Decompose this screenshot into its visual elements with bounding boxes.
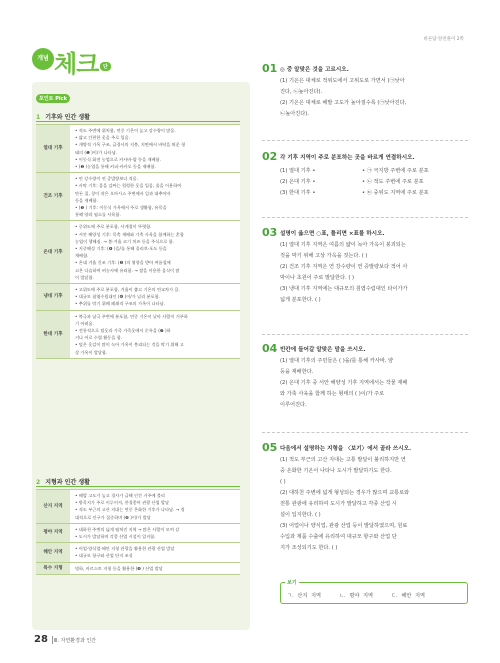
text-line: (3) 냉대 기후 지역에는 대규모의 침엽수림대인 타이가가 [280, 286, 408, 292]
text-line: ㉡높아진다). [280, 111, 309, 117]
table-row [36, 562, 240, 574]
row-line: • 북극과 남극 주변에 분포함, 연중 기온이 낮아 사람이 거주하 [75, 313, 188, 319]
row-line: • (❷ )농업을 통해 커피·카카오 등을 재배함. [75, 164, 156, 170]
text-line: (2) 온대 기후 중 서안 해양성 기후 지역에서는 작물 재배 [280, 380, 408, 386]
row-line: • 연 강수량이 연 증발량보다 적음. [75, 176, 139, 182]
text-line: (2) 대하천 주변에 넓게 형성되는 경우가 많으며 교통로와 [280, 490, 410, 496]
row-line: • 전통적으로 털옷과 가죽 가죽옷에서 순록을 (❼ )하 [75, 328, 171, 334]
question-text: 각 기후 지역이 주로 분포하는 곳을 바르게 연결하시오. [280, 155, 415, 161]
question-number: 02 [262, 150, 278, 163]
choices-list [287, 592, 443, 599]
row-line: 태의 (❶ )이/가 나타남. [75, 149, 118, 155]
row-line: • 대규모 침엽수림대인 (❻ )이/가 널리 분포함. [75, 294, 160, 300]
row-label: 특수 지형 [36, 562, 70, 574]
text-line: (1) 열대 기후의 주민들은 ( )을/를 통해 카사바, 얌 [280, 358, 394, 364]
header [0, 0, 500, 30]
text-line: (2) 건조 기후 지역은 연 강수량이 연 증발량보다 적어 사 [280, 264, 408, 270]
row-label: 열대 기후 [36, 125, 70, 173]
row-line: • 온대 겨울 건조 기후: (❺ )의 영향을 받아 여름철에 [75, 260, 171, 266]
row-line: • 해발 고도가 높고 경사가 급해 인간 거주에 불리 [75, 493, 165, 498]
choice-item: ㄱ. 산지 지역 [287, 593, 322, 599]
row-label: 온대 기후 [36, 221, 70, 284]
row-line: • 중위도에 주로 분포함, 사계절이 뚜렷함. [75, 224, 152, 230]
choice-item: ㄴ. 평야 지역 [339, 593, 374, 599]
question-text: 다음에서 설명하는 지형을 〈보기〉에서 골라 쓰시오. [280, 446, 412, 452]
text-line: • ㉡ 적도 주변에 주로 분포 [362, 179, 424, 185]
question-number: 05 [262, 441, 278, 454]
row-line: 상 가옥이 발달함. [75, 349, 108, 355]
row-line: 대적으로 인구가 집중하며 (❽ )이/가 발달 [75, 514, 151, 520]
row-content [70, 490, 240, 524]
row-line: • 추위를 막기 위해 폐쇄적 구조의 가옥이 나타남. [75, 301, 165, 307]
question-number: 03 [262, 226, 278, 239]
question-text: 설명이 옳으면 ○표, 틀리면 ×표를 하시오. [280, 231, 385, 237]
text-line: 지가 조성되기도 한다. ( ) [280, 545, 338, 551]
text-line: 막이나 초원이 주로 발달한다. ( ) [280, 275, 355, 281]
text-line: • ㉠ 극지방 주변에 주로 분포 [362, 168, 429, 174]
row-line: 고온 다습하여 벼농사에 유리함. → 쌀을 이용한 음식이 많 [75, 267, 180, 273]
table-row [36, 284, 240, 311]
text-line: (2) 온대 기후 • [280, 179, 316, 185]
table-row [36, 543, 240, 562]
divider [262, 334, 468, 335]
footer-divider [52, 636, 53, 644]
row-label: 해안 지역 [36, 543, 70, 562]
chapter-title: Ⅲ. 자연환경과 인간 [54, 638, 97, 644]
text-line: 중 온화한 기온이 나타나 도시가 발달하기도 한다. [280, 468, 392, 474]
section2-title: 2 지형과 인간 생활 [36, 479, 90, 486]
text-line: • ㉢ 중위도 지역에 주로 분포 [362, 190, 429, 196]
row-line: 빙하, 카르스트 지형 등을 활용한 (❾ ) 산업 발달 [75, 565, 163, 571]
row-content [70, 284, 240, 311]
question-number: 01 [262, 62, 278, 75]
question-text: ◎ 중 알맞은 것을 고르시오. [280, 67, 349, 73]
choices-label: 보기 [287, 580, 297, 586]
section2-divider [36, 486, 240, 487]
climate-table [36, 124, 240, 359]
row-label: 산지 지역 [36, 490, 70, 524]
text-line: 넓게 분포한다. ( ) [280, 297, 321, 303]
answer-reference: 바른답·알찬풀이 2쪽 [423, 37, 464, 42]
row-line: • 사막 기후: 몸을 감싸는 헐렁한 옷을 입음, 흙을 이용하여 [75, 183, 182, 189]
row-line: • 이동식 화전 농업으로 카사바·얌 등을 재배함. [75, 156, 161, 162]
table-row [36, 173, 240, 221]
text-line: 설이 입지한다. ( ) [280, 512, 321, 518]
text-line: 이루어진다. [280, 402, 307, 408]
row-label: 평야 지역 [36, 523, 70, 542]
choice-item: ㄷ. 해안 지역 [391, 593, 426, 599]
row-line: 통해 양과 염소를 사육함. [75, 212, 121, 218]
text-line: (2) 기온은 대체로 해발 고도가 높아질수록 (㉠낮아진다, [280, 100, 407, 106]
row-label: 한대 기후 [36, 310, 70, 358]
row-content [70, 310, 240, 358]
text-line: 등을 재배한다. [280, 369, 314, 375]
concept-badge: 개념 [32, 48, 54, 70]
choices-box [280, 582, 468, 604]
row-line: • 어업·양식업·해안 지형 관광을 활용한 관광 산업 발달 [75, 546, 175, 552]
page-number: 28 [34, 634, 48, 645]
table-row [36, 125, 240, 173]
divider [262, 140, 468, 141]
page-title: 체크 [54, 50, 99, 78]
row-line: 거나 어로 수렵 활동을 함. [75, 335, 123, 341]
text-line: (1) 적도 부근의 고산 지대는 고통 발달이 불리하지만 연 [280, 457, 406, 463]
question-body [280, 356, 470, 411]
question-number: 04 [262, 342, 278, 355]
row-label: 건조 기후 [36, 173, 70, 221]
row-line: • 지중해성 기후: (❹ )을/를 통해 올리브·포도 등을 [75, 246, 167, 252]
row-content [70, 523, 240, 542]
text-line: 전통 관광에 유리하여 도시가 발달하고 각종 산업 시 [280, 501, 397, 507]
match-right-list [362, 166, 429, 199]
row-label: 냉대 기후 [36, 284, 70, 311]
row-line: 재배함. [75, 253, 89, 259]
question-text: 빈칸에 들어갈 알맞은 말을 쓰시오. [280, 347, 366, 353]
question-body [280, 76, 470, 120]
point-pick-tag: 포인트 Pick [36, 94, 70, 103]
row-content [70, 221, 240, 284]
row-line: • 대규모 항구와 산업 단지 조성 [75, 553, 133, 559]
text-line: (3) 한대 기후 • [280, 190, 316, 196]
title-tag: 단 [100, 62, 111, 71]
row-content [70, 173, 240, 221]
row-line: • 고위도에 주로 분포함, 겨울이 춥고 기온의 연교차가 큼. [75, 287, 180, 293]
divider [262, 217, 468, 218]
row-line: • 적도 주변에 위치함, 연중 기온이 높고 강수량이 많음. [75, 128, 176, 133]
question-body [280, 240, 470, 306]
table-row [36, 310, 240, 358]
row-line: • (❸ ) 기후: 이동식 가옥에서 주로 생활함, 유목을 [75, 205, 167, 211]
row-line: • 서안 해양성 기후: 목축 재배와 가축 사육을 함께하는 혼합 [75, 231, 184, 237]
row-content [70, 125, 240, 173]
row-line: • 방목지가 주로 이루어져, 풍경좋아 관광 산업 발달 [75, 500, 170, 506]
text-line: (1) 열대 기후 지역은 여름의 얇이 녹아 가옥이 붕괴되는 [280, 242, 406, 248]
row-content [70, 562, 240, 574]
text-line: (1) 열대 기후 • [280, 168, 316, 174]
table-row [36, 490, 240, 524]
divider [262, 432, 468, 433]
text-line: ( ) [280, 479, 286, 485]
text-line: 진다, ㉡높아진다). [280, 89, 323, 95]
question-body [280, 455, 470, 554]
section1-title: 1 기후와 인간 생활 [36, 114, 90, 121]
section1-divider [36, 121, 240, 122]
text-line: 것을 막기 위해 고상 가옥을 짓는다. ( ) [280, 253, 368, 259]
match-left-list [280, 166, 315, 199]
table-row [36, 221, 240, 284]
row-line: 기 어려움. [75, 320, 94, 326]
text-line: (1) 기온은 대체로 적위도에서 고위도로 가면서 (㉠낮아 [280, 78, 405, 84]
terrain-table [36, 489, 240, 575]
table-row [36, 523, 240, 542]
row-line: • 얇고 간편한 옷을 주로 입음. [75, 135, 130, 141]
text-line: (3) 어업이나 양식업, 관광 산업 등이 발달하였으며, 원료 [280, 523, 408, 529]
text-line: 수입과 제품 수출에 유리하여 대규모 항구와 산업 단 [280, 534, 397, 540]
text-line: 와 가축 사육을 함께 하는 형태의 ( )이/가 주로 [280, 391, 385, 397]
row-line: 등을 재배함. [75, 197, 98, 203]
row-line: 이 발달함. [75, 274, 94, 280]
row-line: 농업이 행해짐. → 봄·겨울 코기 치즈 등을 주식으로 함. [75, 238, 175, 244]
row-line: • 적도 부근의 고산 지대는 연중 온화한 기후가 나타남. → 정 [75, 507, 185, 513]
row-content [70, 543, 240, 562]
row-line: • 도시가 발달하며 각종 산업 시설이 입지함. [75, 534, 156, 540]
row-line: • 개방적 가옥 구조, 급경사의 지붕, 지면에서 바닥을 띄운 형 [75, 142, 186, 148]
row-line: 만든 집, 창이 작은 오아시스 주변에서 일과 대추야자 [75, 190, 171, 196]
row-line: • 대하천 주변의 넓게 펼쳐진 지역 → 많은 사람이 모여 살 [75, 526, 180, 532]
row-line: • 털은 옷감이 많이 녹아 가옥이 붕괴되는 것을 막기 위해 고 [75, 342, 184, 348]
